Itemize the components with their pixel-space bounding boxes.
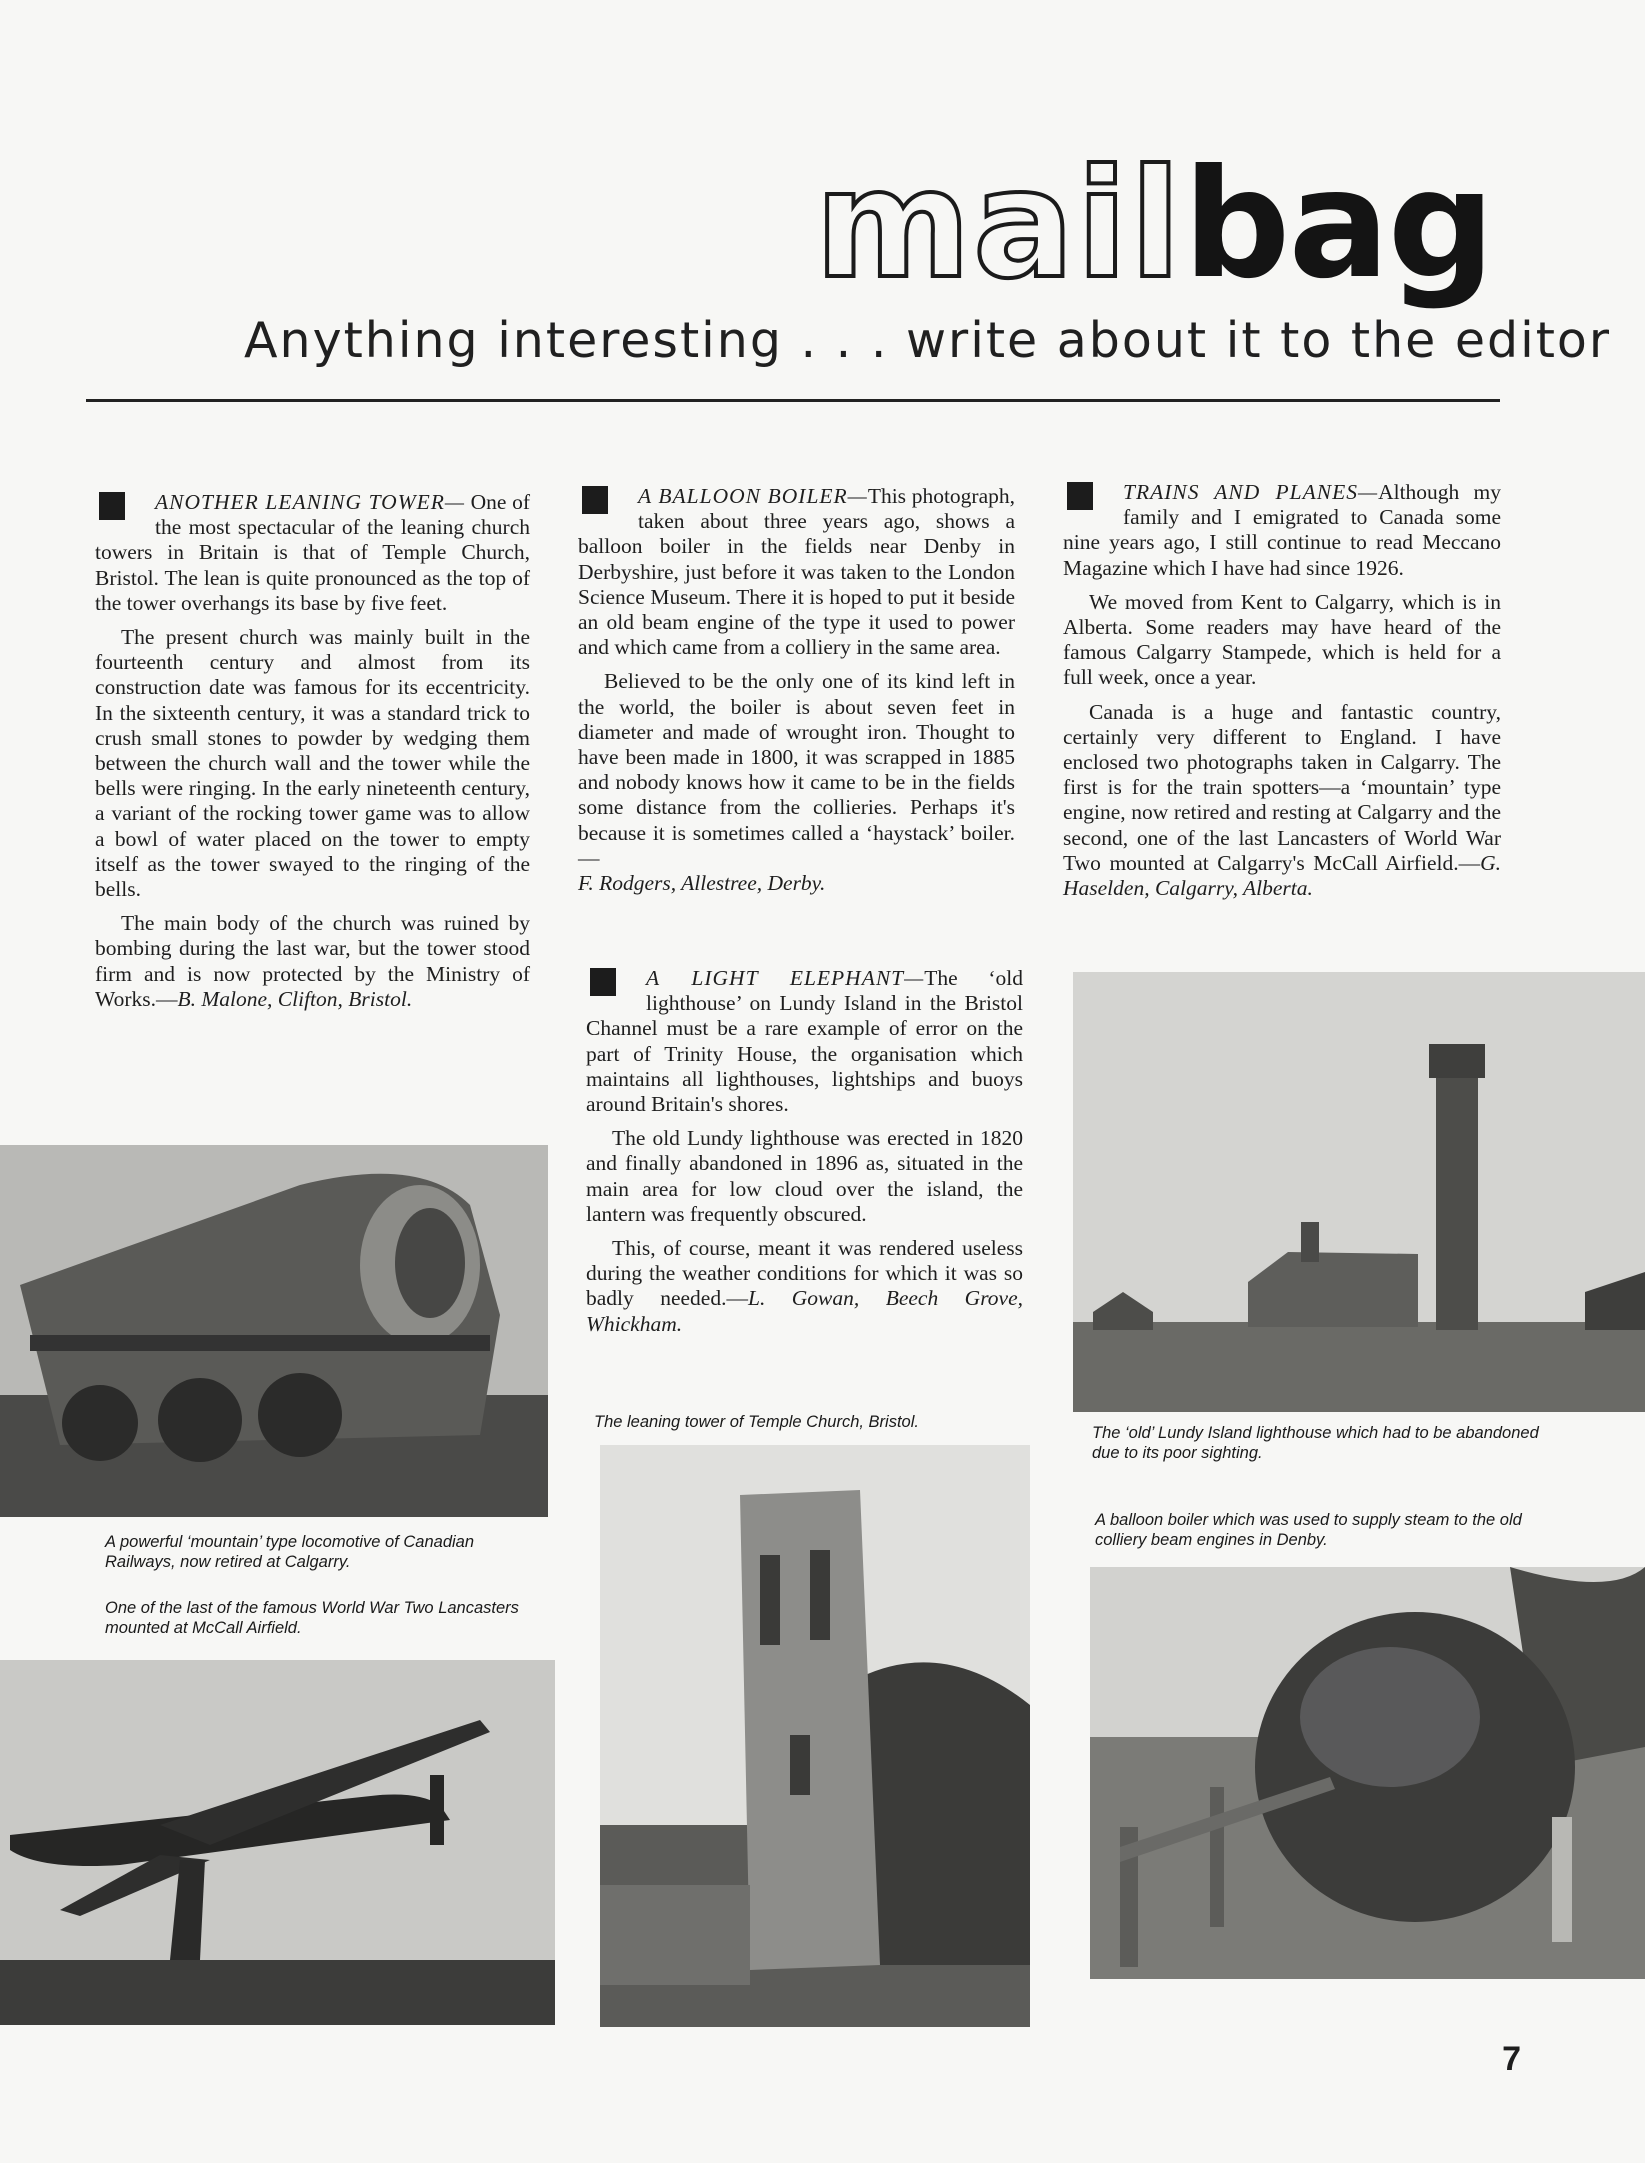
letter-light-elephant bbox=[586, 966, 1023, 1346]
letter-heading: TRAINS AND PLANES— bbox=[1123, 480, 1379, 504]
locomotive-photo bbox=[0, 1145, 548, 1517]
letter-leaning-tower bbox=[95, 490, 530, 1021]
masthead-logo bbox=[814, 138, 1493, 312]
lighthouse-caption: The ‘old’ Lundy Island lighthouse which had to be abandoned due to its poor sighting. bbox=[1092, 1424, 1539, 1462]
section-bullet bbox=[590, 968, 616, 996]
letter-signature: L. Gowan, Beech Grove, Whickham. bbox=[586, 1286, 1023, 1336]
lancaster-caption: One of the last of the famous World War Two Lancasters mounted at McCall Airfield. bbox=[105, 1599, 519, 1637]
masthead-outline-word: mail bbox=[814, 138, 1184, 312]
letter-paragraph: This, of course, meant it was rendered useless during the weather conditions for which it was so badly needed.— bbox=[586, 1236, 1023, 1311]
tower-photo bbox=[600, 1445, 1030, 2027]
letter-heading: A LIGHT ELEPHANT— bbox=[646, 966, 925, 990]
page-number: 7 bbox=[1502, 2040, 1521, 2078]
boiler-caption: A balloon boiler which was used to supply steam to the old colliery beam engines in Denby. bbox=[1095, 1511, 1522, 1549]
masthead-solid-word: bag bbox=[1183, 138, 1493, 312]
letter-signature: F. Rodgers, Allestree, Derby. bbox=[578, 871, 826, 896]
letter-trains-planes bbox=[1063, 480, 1501, 910]
section-bullet bbox=[582, 486, 608, 514]
lighthouse-photo bbox=[1073, 972, 1645, 1412]
letter-paragraph: The main body of the church was ruined by bombing during the last war, but the tower stood firm and is now protected by the Ministry of Works.— bbox=[95, 911, 530, 1011]
letter-paragraph: The present church was mainly built in the fourteenth century and almost from its construction date was famous for its eccentricity. In the sixteenth century, it was a standard trick to crush small stones to powder by wedging them between the church wall and the tower while the bells were ringing. In the early nineteenth century, a variant of the rocking tower game was to allow a bowl of water placed on the tower to empty itself as the tower swayed to the ringing of the bells. bbox=[95, 625, 530, 902]
letter-heading: A BALLOON BOILER— bbox=[638, 484, 868, 508]
letter-heading: ANOTHER LEANING TOWER— bbox=[155, 490, 465, 514]
letter-paragraph: Canada is a huge and fantastic country, certainly very different to England. I have enclosed two photographs taken in Calgarry. The first is for the train spotters—a ‘mountain’ type engine, now retired and resting at Calgarry and the second, one of the last Lancasters of World War Two mounted at Calgarry's McCall Airfield.— bbox=[1063, 699, 1501, 875]
lancaster-photo bbox=[0, 1660, 555, 2025]
letter-paragraph: One of the most spectacular of the leaning church towers in Britain is that of Temple Church, Bristol. The lean is quite pronounced as the top of the tower overhangs its base by five feet. bbox=[95, 490, 531, 615]
letter-paragraph: We moved from Kent to Calgarry, which is in Alberta. Some readers may have heard of the famous Calgarry Stampede, which is held for a full week, once a year. bbox=[1063, 589, 1501, 690]
section-bullet bbox=[99, 492, 125, 520]
locomotive-caption: A powerful ‘mountain’ type locomotive of Canadian Railways, now retired at Calgarry. bbox=[105, 1533, 475, 1571]
letter-paragraph: This photograph, taken about three years ago, shows a balloon boiler in the fields near Denby in Derbyshire, just before it was taken to the London Science Museum. There it is hoped to put it beside an old beam engine of the type it used to power and which came from a colliery in the same area. bbox=[578, 484, 1015, 660]
boiler-photo bbox=[1090, 1567, 1645, 1979]
header-rule bbox=[86, 399, 1500, 402]
letter-balloon-boiler bbox=[578, 484, 1015, 905]
letter-paragraph: Believed to be the only one of its kind left in the world, the boiler is about seven feet in diameter and made of wrought iron. Thought to have been made in 1800, it was scrapped in 1885 and nobody knows how it came to be in the fields some distance from the collieries. Perhaps it's because it is sometimes called a ‘haystack’ boiler.— bbox=[578, 669, 1015, 870]
section-bullet bbox=[1067, 482, 1093, 510]
letter-signature: G. Haselden, Calgarry, Alberta. bbox=[1063, 850, 1501, 901]
tagline: Anything interesting . . . write about it to the editor bbox=[244, 312, 1612, 369]
tower-caption: The leaning tower of Temple Church, Bristol. bbox=[594, 1413, 919, 1431]
letter-paragraph: Although my family and I emigrated to Canada some nine years ago, I still continue to read Meccano Magazine which I have had since 1926. bbox=[1063, 480, 1501, 580]
letter-signature: B. Malone, Clifton, Bristol. bbox=[177, 986, 413, 1011]
letter-paragraph: The old Lundy lighthouse was erected in 1820 and finally abandoned in 1896 as, situated in the main area for low cloud over the island, the lantern was frequently obscured. bbox=[586, 1126, 1023, 1226]
letter-paragraph: The ‘old lighthouse’ on Lundy Island in the Bristol Channel must be a rare example of error on the part of Trinity House, the organisation which maintains all lighthouses, lightships and buoys around Britain's shores. bbox=[586, 966, 1023, 1117]
